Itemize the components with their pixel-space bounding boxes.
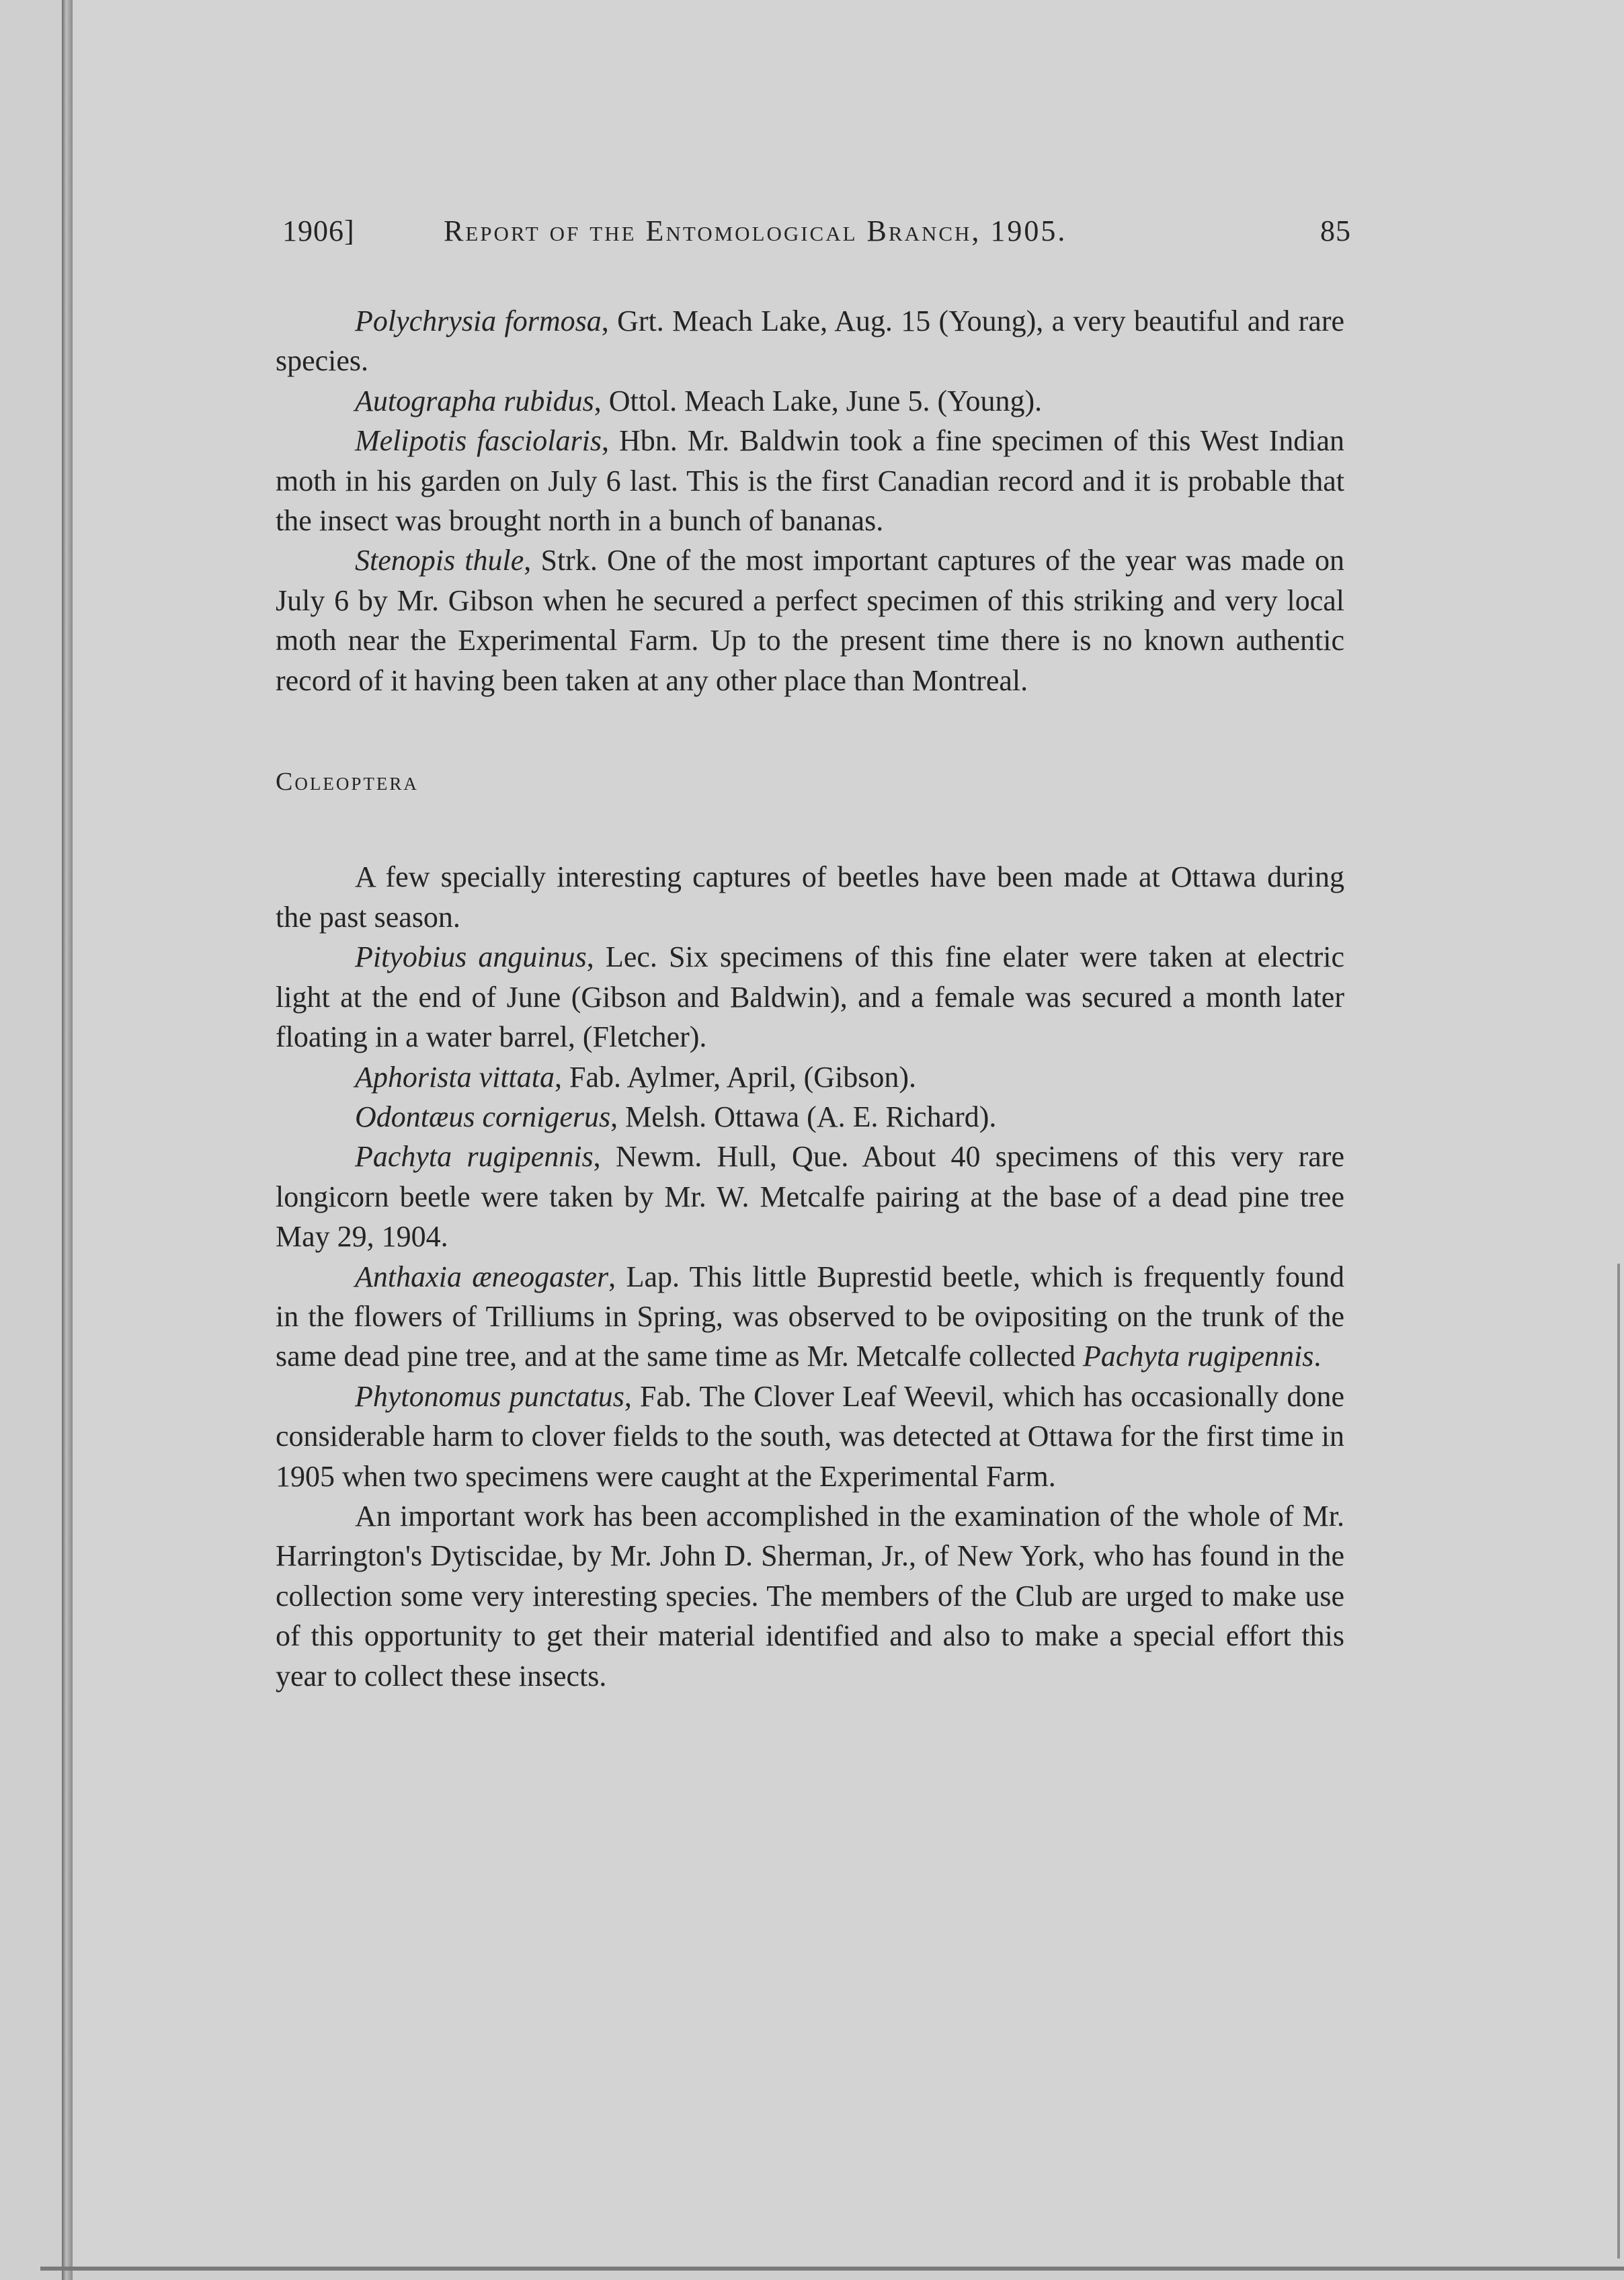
closing-paragraph: An important work has been accomplished in the examination of the whole of Mr. Harrington's Dytiscidae, by Mr. John D. Sherman, Jr., of New York, who has found in the collection some very interesting species. The members of the Club are urged to make use of this opportunity to get their material identified and also to make a special effort this year to collect these insects. bbox=[276, 1499, 1344, 1693]
paragraph: Odontæus cornigerus, Melsh. Ottawa (A. E. Richard). bbox=[355, 1100, 997, 1133]
header-year: 1906] bbox=[282, 214, 355, 247]
paragraph: Autographa rubidus, Ottol. Meach Lake, June 5. (Young). bbox=[355, 384, 1043, 417]
page-bottom-edge bbox=[40, 2267, 1624, 2271]
paragraph: Anthaxia æneogaster, Lap. This little Buprestid beetle, which is frequently found in the flowers of Trilliums in Spring, was observed to be ovipositing on the trunk of the same dead pine tree, and at the same time as Mr. Metcalfe collected Pachyta rugipennis. bbox=[276, 1260, 1345, 1373]
body-text bbox=[276, 301, 1344, 1696]
paragraph: Pachyta rugipennis, Newm. Hull, Que. About 40 specimens of this very rare longicorn beetle were taken by Mr. W. Metcalfe pairing at the base of a dead pine tree May 29, 1904. bbox=[276, 1140, 1344, 1254]
species-name: Pachyta rugipennis bbox=[1082, 1340, 1314, 1373]
page-number: 85 bbox=[1320, 214, 1351, 247]
species-name: Stenopis thule bbox=[355, 544, 524, 577]
paragraph: Aphorista vittata, Fab. Aylmer, April, (Gibson). bbox=[355, 1060, 917, 1094]
species-name: Aphorista vittata bbox=[355, 1060, 555, 1094]
page-right-edge bbox=[1617, 1264, 1620, 2258]
species-name: Autographa rubidus bbox=[355, 384, 594, 417]
paragraph: Stenopis thule, Strk. One of the most important captures of the year was made on July 6 by Mr. Gibson when he secured a perfect specimen of this striking and very local moth near the Experimental Farm. Up to the present time there is no known authentic record of it having been taken at any other place than Montreal. bbox=[276, 544, 1344, 697]
header-title: Report of the Entomological Branch, 1905. bbox=[444, 214, 1067, 247]
species-name: Phytonomus punctatus bbox=[355, 1379, 624, 1413]
paragraph: Phytonomus punctatus, Fab. The Clover Leaf Weevil, which has occasionally done considerable harm to clover fields to the south, was detected at Ottawa for the first time in 1905 when two specimens were caught at the Experimental Farm. bbox=[276, 1379, 1344, 1493]
paragraph: Melipotis fasciolaris, Hbn. Mr. Baldwin took a fine specimen of this West Indian moth in his garden on July 6 last. This is the first Canadian record and it is probable that the insect was brought north in a bunch of bananas. bbox=[276, 424, 1345, 538]
paragraph: Polychrysia formosa, Grt. Meach Lake, Aug. 15 (Young), a very beautiful and rare species. bbox=[276, 304, 1345, 378]
paragraph: Pityobius anguinus, Lec. Six specimens of this fine elater were taken at electric light at the end of June (Gibson and Baldwin), and a female was secured a month later floating in a water barrel, (Fletcher). bbox=[276, 940, 1344, 1054]
species-name: Anthaxia æneogaster bbox=[355, 1260, 609, 1293]
species-name: Pityobius anguinus bbox=[355, 940, 587, 974]
running-header bbox=[282, 214, 1351, 254]
species-name: Odontæus cornigerus bbox=[355, 1100, 611, 1133]
species-name: Pachyta rugipennis bbox=[355, 1140, 594, 1174]
species-name: Polychrysia formosa bbox=[355, 304, 602, 337]
section-heading: Coleoptera bbox=[276, 768, 419, 797]
intro-paragraph: A few specially interesting captures of beetles have been made at Ottawa during the past season. bbox=[276, 860, 1344, 934]
book-spine bbox=[62, 0, 73, 2280]
species-name: Melipotis fasciolaris bbox=[355, 424, 602, 458]
